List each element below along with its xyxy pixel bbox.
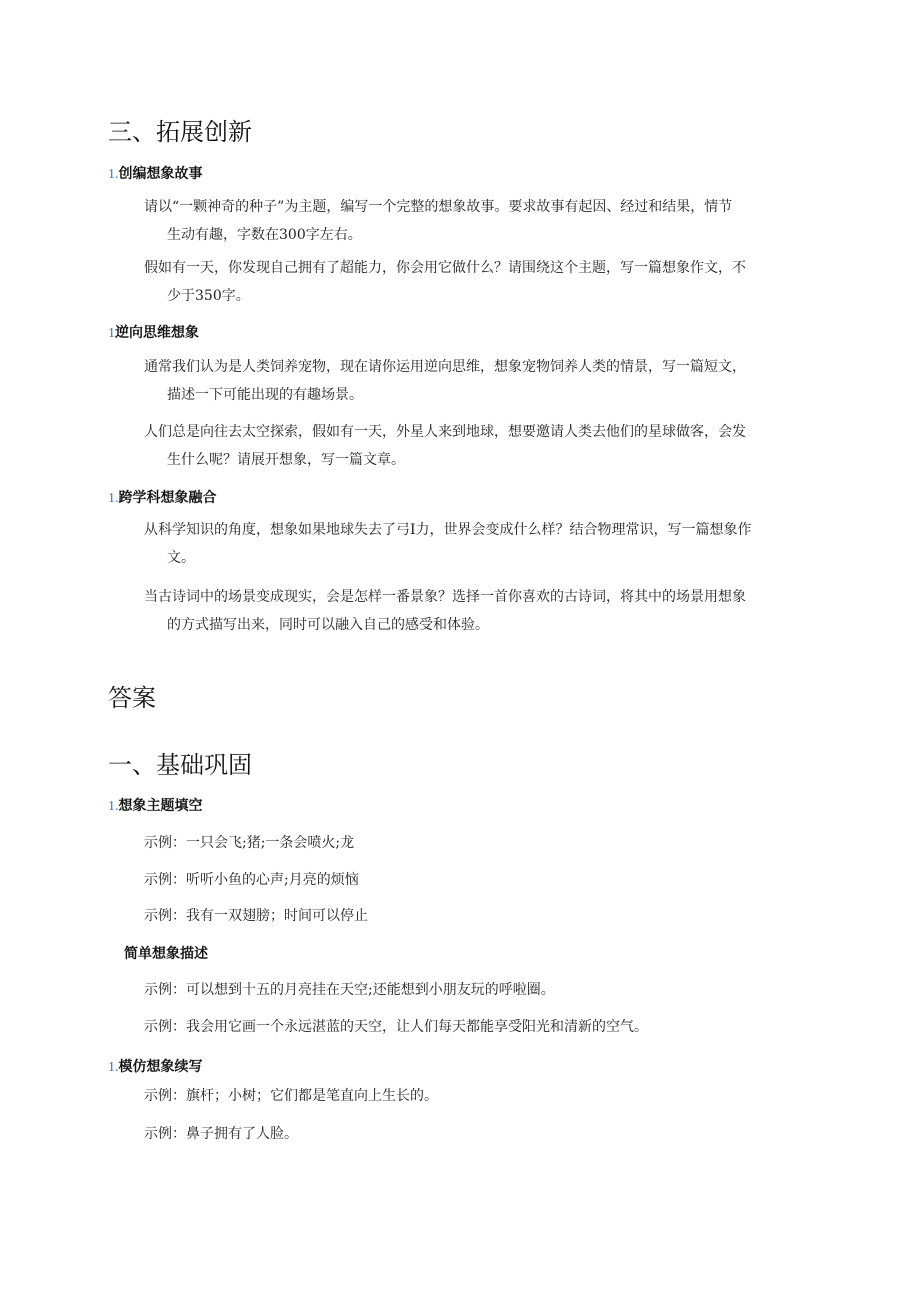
paragraph-line: 请以“一颗神奇的种子”为主题，编写一个完整的想象故事。要求故事有起因、经过和结果，情节 bbox=[144, 199, 733, 215]
question-number: 1. bbox=[108, 799, 119, 814]
paragraph bbox=[144, 254, 814, 310]
question-title: 逆向思维想象 bbox=[115, 325, 199, 341]
answer-line: 示例：鼻子拥有了人脸。 bbox=[144, 1126, 298, 1142]
paragraph bbox=[144, 353, 814, 409]
paragraph-line: 生动有趣，字数在300字左右。 bbox=[167, 227, 362, 243]
question-heading-describe: 简单想象描述 bbox=[124, 946, 208, 962]
section-title-expansion: 三、拓展创新 bbox=[108, 118, 252, 146]
paragraph bbox=[144, 516, 814, 572]
paragraph-line: 生什么呢？请展开想象，写一篇文章。 bbox=[167, 452, 405, 468]
question-number: 1. bbox=[108, 491, 119, 506]
paragraph-line: 文。 bbox=[167, 550, 195, 566]
paragraph-line: 的方式描写出来，同时可以融入自己的感受和体验。 bbox=[167, 617, 489, 633]
paragraph-line: 少于350字。 bbox=[167, 288, 250, 304]
answer-line: 示例：我会用它画一个永远湛蓝的天空，让人们每天都能享受阳光和清新的空气。 bbox=[144, 1019, 648, 1035]
question-heading-continue bbox=[108, 1056, 203, 1076]
paragraph-line: 通常我们认为是人类饲养宠物，现在请你运用逆向思维，想象宠物饲养人类的情景，写一篇短文， bbox=[144, 359, 746, 375]
question-heading-reverse bbox=[108, 322, 199, 342]
question-heading-cross bbox=[108, 487, 217, 507]
question-heading-fill bbox=[108, 795, 203, 815]
answer-line: 示例：旗杆；小树；它们都是笔直向上生长的。 bbox=[144, 1088, 438, 1104]
paragraph bbox=[144, 418, 814, 474]
question-title: 创编想象故事 bbox=[118, 166, 203, 182]
question-title: 模仿想象续写 bbox=[118, 1059, 203, 1075]
question-title: 想象主题填空 bbox=[118, 798, 203, 814]
answer-line: 示例：听听小鱼的心声;月亮的烦恼 bbox=[144, 872, 359, 888]
paragraph-line: 人们总是向往去太空探索，假如有一天，外星人来到地球，想要邀请人类去他们的星球做客，会发 bbox=[144, 424, 746, 440]
question-number: 1 bbox=[108, 326, 115, 341]
answer-line: 示例：可以想到十五的月亮挂在天空;还能想到小朋友玩的呼啦圈。 bbox=[144, 982, 555, 998]
paragraph bbox=[144, 583, 814, 639]
paragraph-line: 描述一下可能出现的有趣场景。 bbox=[167, 387, 363, 403]
answer-line: 示例：一只会飞;猪;一条会喷火;龙 bbox=[144, 835, 355, 851]
answers-title: 答案 bbox=[108, 684, 156, 712]
paragraph-line: 当古诗词中的场景变成现实，会是怎样一番景象？选择一首你喜欢的古诗词，将其中的场景用想象 bbox=[144, 589, 746, 605]
question-heading-story bbox=[108, 163, 203, 183]
question-number: 1. bbox=[108, 167, 119, 182]
answer-line: 示例：我有一双翅膀；时间可以停止 bbox=[144, 908, 368, 924]
paragraph bbox=[144, 193, 814, 249]
paragraph-line: 假如有一天，你发现自己拥有了超能力，你会用它做什么？请围绕这个主题，写一篇想象作文，不 bbox=[144, 260, 746, 276]
question-title: 跨学科想象融合 bbox=[118, 490, 217, 506]
section-title-basics: 一、基础巩固 bbox=[108, 751, 252, 779]
paragraph-line: 从科学知识的角度，想象如果地球失去了弓I力，世界会变成什么样？结合物理常识，写一篇想象作 bbox=[144, 522, 752, 538]
question-number: 1. bbox=[108, 1060, 119, 1075]
